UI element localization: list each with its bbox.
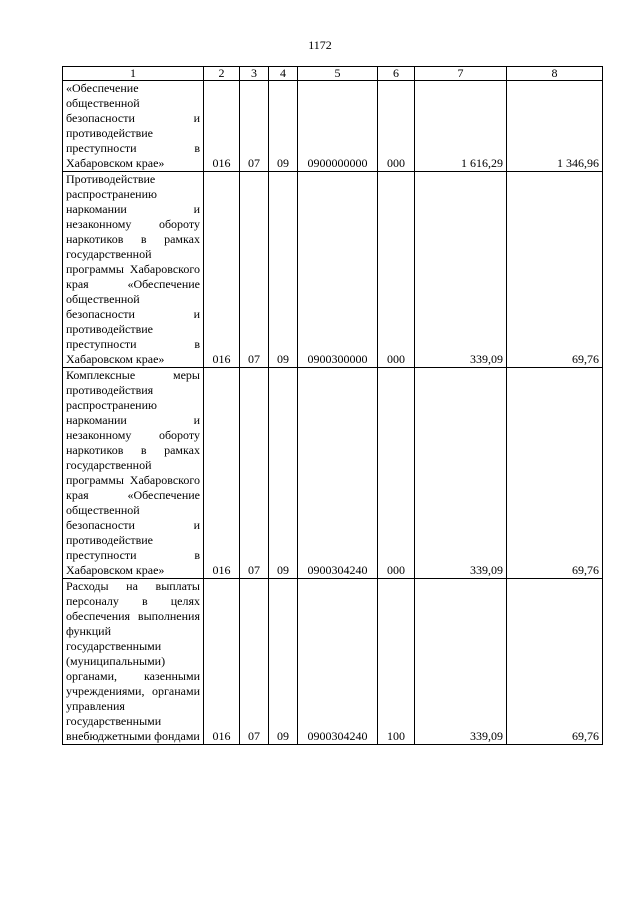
cell-col2: 016: [204, 172, 240, 368]
table-row: [63, 81, 603, 172]
cell-col5: 0900300000: [298, 172, 378, 368]
column-header: 1: [63, 67, 204, 81]
budget-table: [62, 66, 603, 745]
column-header: 7: [415, 67, 507, 81]
cell-col6: 000: [378, 172, 415, 368]
cell-col7: 339,09: [415, 368, 507, 579]
cell-col7: 339,09: [415, 579, 507, 745]
cell-col8: 69,76: [507, 579, 603, 745]
cell-col8: 69,76: [507, 172, 603, 368]
column-header: 8: [507, 67, 603, 81]
table-row: [63, 172, 603, 368]
column-header: 6: [378, 67, 415, 81]
cell-col4: 09: [269, 579, 298, 745]
column-header: 3: [240, 67, 269, 81]
cell-col4: 09: [269, 172, 298, 368]
cell-col5: 0900000000: [298, 81, 378, 172]
row-name: Противодействие распространению наркомании и незаконному обороту наркотиков в рамках государственной программы Хабаровского края «Обеспечение общественной безопасности и противодействие преступности в Хабаровском крае»: [63, 172, 204, 368]
cell-col7: 1 616,29: [415, 81, 507, 172]
cell-col8: 1 346,96: [507, 81, 603, 172]
column-header: 5: [298, 67, 378, 81]
row-name: «Обеспечение общественной безопасности и противодействие преступности в Хабаровском крае»: [63, 81, 204, 172]
cell-col3: 07: [240, 172, 269, 368]
cell-col3: 07: [240, 368, 269, 579]
cell-col8: 69,76: [507, 368, 603, 579]
cell-col2: 016: [204, 81, 240, 172]
cell-col4: 09: [269, 81, 298, 172]
cell-col2: 016: [204, 579, 240, 745]
cell-col4: 09: [269, 368, 298, 579]
cell-col7: 339,09: [415, 172, 507, 368]
page-number: 1172: [308, 38, 332, 52]
cell-col2: 016: [204, 368, 240, 579]
cell-col3: 07: [240, 81, 269, 172]
table-header-row: [63, 67, 603, 81]
column-header: 4: [269, 67, 298, 81]
column-header: 2: [204, 67, 240, 81]
cell-col3: 07: [240, 579, 269, 745]
row-name: Расходы на выплаты персоналу в целях обеспечения выполнения функций государственными (муниципальными) органами, казенными учреждениями, органами управления государственными внебюджетными фондами: [63, 579, 204, 745]
cell-col5: 0900304240: [298, 579, 378, 745]
cell-col5: 0900304240: [298, 368, 378, 579]
table-row: [63, 368, 603, 579]
cell-col6: 000: [378, 368, 415, 579]
row-name: Комплексные меры противодействия распространению наркомании и незаконному обороту наркотиков в рамках государственной программы Хабаровского края «Обеспечение общественной безопасности и противодействие преступности в Хабаровском крае»: [63, 368, 204, 579]
cell-col6: 100: [378, 579, 415, 745]
table-row: [63, 579, 603, 745]
cell-col6: 000: [378, 81, 415, 172]
